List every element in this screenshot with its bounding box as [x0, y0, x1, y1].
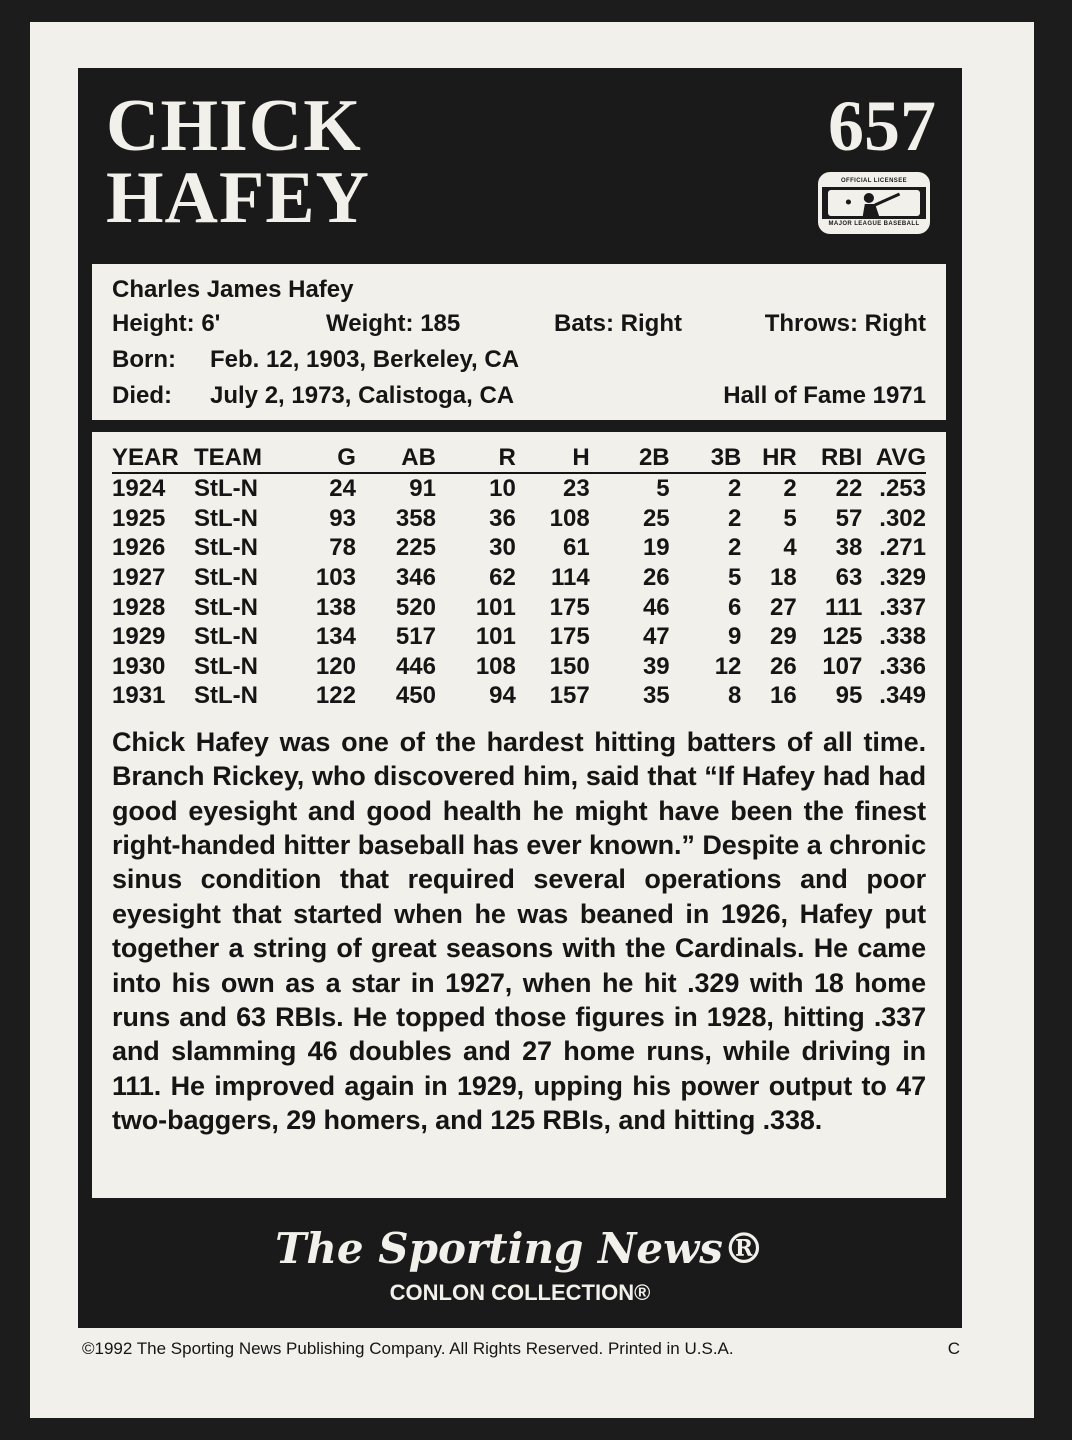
stats-cell: 18: [770, 564, 797, 592]
bio-height: Height: 6': [112, 310, 221, 337]
stats-header: RBI: [797, 436, 863, 473]
stats-cell: .337: [879, 593, 926, 621]
stats-cell: StL-N: [194, 623, 258, 651]
stats-cell: 107: [822, 652, 863, 680]
stats-cell: .349: [879, 682, 926, 710]
stats-cell: 19: [642, 534, 670, 562]
mlb-licensee-logo: [818, 172, 930, 234]
stats-cell: 26: [642, 564, 670, 592]
stats-cell: 157: [549, 682, 590, 710]
stats-cell: 93: [329, 504, 356, 532]
player-name: [106, 85, 370, 239]
stats-cell: 23: [562, 475, 590, 503]
stats-row: [112, 563, 926, 593]
player-last-name: HAFEY: [106, 157, 370, 239]
stats-cell: .338: [879, 623, 926, 651]
stats-cell: 1930: [112, 652, 166, 680]
stats-cell: .329: [879, 564, 926, 592]
stats-cell: 94: [489, 682, 516, 710]
stats-cell: 175: [549, 593, 590, 621]
conlon-collection-label: CONLON COLLECTION®: [389, 1280, 651, 1305]
stats-cell: 35: [642, 682, 670, 710]
card-code: C: [947, 1339, 960, 1358]
stats-cell: 38: [835, 534, 863, 562]
stats-cell: StL-N: [194, 504, 258, 532]
sporting-news-logo: The Sporting News®: [275, 1224, 765, 1273]
stats-cell: 61: [562, 534, 590, 562]
stats-row: [112, 504, 926, 534]
stats-cell: 125: [822, 623, 863, 651]
stats-cell: 111: [824, 593, 863, 621]
bio-physical-row: [112, 306, 926, 342]
stats-cell: 95: [835, 682, 863, 710]
batter-silhouette-icon: [828, 190, 920, 216]
stats-cell: 114: [550, 564, 590, 592]
stats-row: [112, 473, 926, 504]
stats-cell: 63: [835, 564, 863, 592]
stats-cell: 101: [475, 593, 516, 621]
stats-cell: 450: [395, 682, 436, 710]
baseball-card-back: [30, 22, 1034, 1418]
logo-top-text: OFFICIAL LICENSEE: [822, 176, 926, 187]
stats-header: H: [516, 436, 590, 473]
stats-cell: .302: [879, 504, 926, 532]
stats-cell: StL-N: [194, 593, 258, 621]
stats-row: [112, 592, 926, 622]
stats-cell: 5: [783, 504, 797, 532]
bio-born-row: [112, 342, 926, 378]
stats-cell: 2: [783, 475, 797, 503]
stats-cell: 520: [395, 593, 436, 621]
stats-cell: 22: [835, 475, 863, 503]
stats-row: [112, 622, 926, 652]
stats-cell: 138: [315, 593, 356, 621]
stats-cell: 1926: [112, 534, 166, 562]
stats-header: AB: [356, 436, 436, 473]
stats-cell: 26: [770, 652, 797, 680]
stats-header: G: [290, 436, 356, 473]
bio-died-value: July 2, 1973, Calistoga, CA: [210, 382, 515, 409]
stats-cell: 150: [549, 652, 590, 680]
stats-cell: 101: [475, 623, 516, 651]
stats-cell: 5: [656, 475, 670, 503]
bio-died-row: [112, 378, 926, 414]
stats-cell: 1931: [112, 682, 166, 710]
stats-header: 2B: [590, 436, 670, 473]
stats-cell: StL-N: [194, 475, 258, 503]
player-first-name: CHICK: [106, 85, 362, 167]
stats-cell: 358: [395, 504, 436, 532]
stats-row: [112, 652, 926, 682]
stats-cell: 25: [642, 504, 670, 532]
copyright-line: ©1992 The Sporting News Publishing Company. All Rights Reserved. Printed in U.S.A.: [82, 1339, 734, 1358]
stats-cell: 2: [728, 475, 742, 503]
stats-cell: 16: [770, 682, 797, 710]
stats-row: [112, 533, 926, 563]
stats-cell: 1928: [112, 593, 166, 621]
bio-hall-of-fame: Hall of Fame 1971: [723, 382, 926, 409]
card-frame: [78, 68, 962, 1328]
stats-body: [112, 473, 926, 711]
stats-cell: 517: [395, 623, 436, 651]
stats-panel: [92, 432, 946, 1198]
stats-table: [112, 436, 926, 711]
stats-cell: 27: [770, 593, 797, 621]
bio-full-name: Charles James Hafey: [112, 276, 354, 303]
stats-cell: 2: [728, 504, 742, 532]
stats-cell: .253: [879, 475, 926, 503]
stats-cell: 91: [409, 475, 436, 503]
stats-cell: .271: [879, 534, 926, 562]
stats-cell: 36: [489, 504, 516, 532]
stats-cell: 30: [489, 534, 516, 562]
stats-cell: StL-N: [194, 682, 258, 710]
bio-panel: [92, 264, 946, 420]
bio-born-label: Born:: [112, 346, 176, 373]
stats-cell: 78: [329, 534, 356, 562]
stats-cell: 5: [728, 564, 742, 592]
stats-cell: 446: [395, 652, 436, 680]
stats-cell: 39: [642, 652, 670, 680]
stats-cell: 29: [770, 623, 797, 651]
bio-weight: Weight: 185: [326, 310, 461, 337]
stats-cell: 108: [475, 652, 516, 680]
stats-cell: 134: [315, 623, 356, 651]
stats-cell: 346: [395, 564, 436, 592]
stats-header: 3B: [670, 436, 742, 473]
stats-cell: StL-N: [194, 652, 258, 680]
stats-cell: 1929: [112, 623, 166, 651]
stats-header: HR: [741, 436, 796, 473]
stats-header: R: [436, 436, 516, 473]
card-number: 657: [828, 86, 936, 166]
stats-cell: StL-N: [194, 564, 258, 592]
bio-died-label: Died:: [112, 382, 172, 409]
stats-cell: 4: [783, 534, 797, 562]
stats-cell: 225: [395, 534, 436, 562]
logo-bottom-text: MAJOR LEAGUE BASEBALL: [822, 219, 926, 230]
stats-cell: 12: [714, 652, 742, 680]
stats-cell: 103: [315, 564, 356, 592]
stats-row: [112, 681, 926, 711]
stats-header: YEAR: [112, 436, 194, 473]
bio-born-value: Feb. 12, 1903, Berkeley, CA: [210, 346, 520, 373]
career-summary-paragraph: Chick Hafey was one of the hardest hitting batters of all time. Branch Rickey, who discovered him, said that “If Hafey had had good eyesight and good health he might have been the finest right-handed hitter baseball has ever known.” Despite a chronic sinus condition that required several operations and poor eyesight that started when he was beaned in 1926, Hafey put together a string of great seasons with the Cardinals. He came into his own as a star in 1927, when he hit .329 with 18 home runs and 63 RBIs. He topped those figures in 1928, hitting .337 and slamming 46 doubles and 27 home runs, while driving in 111. He improved again in 1929, upping his power output to 47 two-baggers, 29 homers, and 125 RBIs, and hitting .338.: [112, 726, 926, 1136]
stats-cell: .336: [879, 652, 926, 680]
stats-cell: 2: [728, 534, 742, 562]
stats-cell: 47: [642, 623, 670, 651]
stats-cell: 1925: [112, 504, 166, 532]
stats-cell: 10: [489, 475, 516, 503]
stats-cell: StL-N: [194, 534, 258, 562]
stats-cell: 24: [329, 475, 356, 503]
stats-header: AVG: [862, 436, 926, 473]
stats-cell: 57: [835, 504, 863, 532]
bio-throws: Throws: Right: [764, 310, 926, 337]
bio-bats: Bats: Right: [554, 310, 682, 337]
stats-cell: 122: [315, 682, 356, 710]
stats-header: TEAM: [194, 436, 290, 473]
stats-cell: 175: [549, 623, 590, 651]
stats-cell: 8: [728, 682, 742, 710]
stats-cell: 1927: [112, 564, 166, 592]
stats-cell: 62: [489, 564, 516, 592]
stats-header-row: [112, 436, 926, 473]
stats-cell: 1924: [112, 475, 166, 503]
stats-cell: 46: [642, 593, 670, 621]
stats-cell: 108: [549, 504, 590, 532]
stats-cell: 9: [728, 623, 742, 651]
stats-cell: 120: [315, 652, 356, 680]
stats-cell: 6: [728, 593, 742, 621]
